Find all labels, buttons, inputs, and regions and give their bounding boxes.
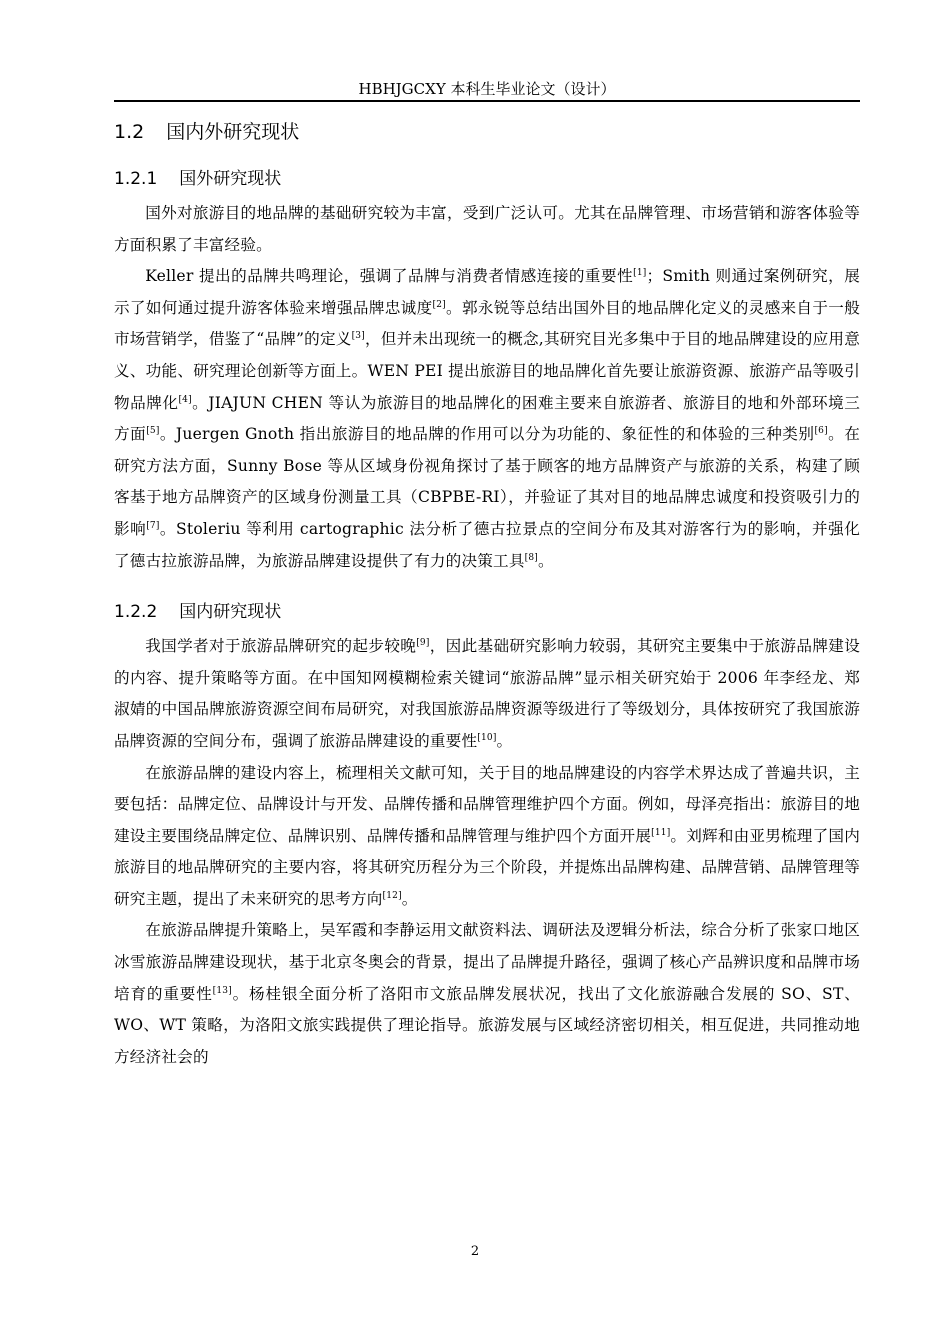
main-content	[114, 112, 860, 1073]
citation-ref: [9]	[416, 638, 430, 649]
body-paragraph	[114, 198, 860, 261]
body-paragraph	[114, 915, 860, 1073]
citation-ref: [12]	[382, 890, 402, 901]
paragraph-text: 国外对旅游目的地品牌的基础研究较为丰富，受到广泛认可。尤其在品牌管理、市场营销和游客体验等方面积累了丰富经验。	[114, 204, 860, 254]
subsection	[114, 599, 860, 1073]
paragraph-text: 。郭永锐等总结出国外目的地品牌化定义的灵感来自于一般市场营销学，借鉴了“品牌”的定义	[114, 298, 860, 349]
paragraph-text: Keller 提出的品牌共鸣理论，强调了品牌与消费者情感连接的重要性	[145, 267, 634, 286]
paragraph-text: 。JIAJUN CHEN 等认为旅游目的地品牌化的困难主要来自旅游者、旅游目的地和外部环境三方面	[114, 393, 860, 444]
paragraph-text: 。	[538, 551, 554, 570]
paragraph-text: 在旅游品牌的建设内容上，梳理相关文献可知，关于目的地品牌建设的内容学术界达成了普遍共识，主要包括：品牌定位、品牌设计与开发、品牌传播和品牌管理维护四个方面。例如，母泽亮指出：旅游目的地建设主要围绕品牌定位、品牌识别、品牌传播和品牌管理与维护四个方面开展	[114, 763, 860, 845]
citation-ref: [8]	[524, 552, 538, 563]
citation-ref: [11]	[651, 827, 671, 838]
paragraph-text: 我国学者对于旅游品牌研究的起步较晚	[145, 637, 417, 656]
subsection-heading	[114, 599, 860, 625]
subsection-heading	[114, 166, 860, 192]
citation-ref: [4]	[178, 394, 192, 405]
paragraph-text: 。杨桂银全面分析了洛阳市文旅品牌发展状况，找出了文化旅游融合发展的 SO、ST、WO、WT 策略，为洛阳文旅实践提供了理论指导。旅游发展与区域经济密切相关，相互促进，共同推动地方经济社会的	[114, 984, 860, 1066]
citation-ref: [10]	[477, 732, 497, 743]
body-paragraph	[114, 758, 860, 916]
paragraph-text: 。Juergen Gnoth 指出旅游目的地品牌的作用可以分为功能的、象征性的和体验的三种类别	[159, 425, 815, 444]
citation-ref: [2]	[432, 299, 446, 310]
page-number: 2	[470, 1244, 480, 1259]
citation-ref: [7]	[146, 520, 160, 531]
citation-ref: [6]	[814, 426, 828, 437]
subsection-number: 1.2.2	[114, 602, 158, 623]
citation-ref: [3]	[351, 331, 365, 342]
header-rule	[114, 100, 860, 102]
citation-ref: [5]	[146, 426, 160, 437]
paragraph-text: 。刘辉和由亚男梳理了国内旅游目的地品牌研究的主要内容，将其研究历程分为三个阶段，并提炼出品牌构建、品牌营销、品牌管理等研究主题，提出了未来研究的思考方向	[114, 826, 860, 908]
body-paragraph	[114, 261, 860, 577]
paragraph-text: 。	[401, 889, 418, 908]
paragraph-text: 。在研究方法方面，Sunny Bose 等从区域身份视角探讨了基于顾客的地方品牌资产与旅游的关系，构建了顾客基于地方品牌资产的区域身份测量工具（CBPBE-RI），并验证了其对目的地品牌忠诚度和投资吸引力的影响	[114, 425, 861, 538]
running-header: HBHJGCXY 本科生毕业论文（设计）	[358, 80, 616, 98]
section-heading	[114, 118, 860, 146]
paragraph-text: 。	[496, 731, 513, 750]
section-number: 1.2	[114, 121, 145, 143]
citation-ref: [1]	[633, 268, 647, 279]
subsection-body	[114, 198, 860, 577]
paragraph-text: 。Stoleriu 等利用 cartographic 法分析了德古拉景点的空间分布及其对游客行为的影响，并强化了德古拉旅游品牌，为旅游品牌建设提供了有力的决策工具	[114, 519, 860, 570]
subsection-title: 国内研究现状	[179, 602, 282, 623]
section-title: 国内外研究现状	[166, 121, 300, 143]
paragraph-text: ，因此基础研究影响力较弱，其研究主要集中于旅游品牌建设的内容、提升策略等方面。在中国知网模糊检索关键词“旅游品牌”显示相关研究始于 2006 年李经龙、郑淑婧的中国品牌旅游资源空间布局研究，对我国旅游品牌资源等级进行了等级划分，具体按研究了我国旅游品牌资源的空间分布，强调了旅游品牌建设的重要性	[114, 637, 860, 750]
subsection-title: 国外研究现状	[179, 169, 282, 189]
body-paragraph	[114, 631, 860, 757]
subsection-body	[114, 631, 860, 1073]
paragraph-text: 在旅游品牌提升策略上，吴军霞和李静运用文献资料法、调研法及逻辑分析法，综合分析了张家口地区冰雪旅游品牌建设现状，基于北京冬奥会的背景，提出了品牌提升路径，强调了核心产品辨识度和品牌市场培育的重要性	[114, 921, 860, 1003]
subsection	[114, 166, 860, 577]
paragraph-text: ；Smith 则通过案例研究，展示了如何通过提升游客体验来增强品牌忠诚度	[114, 267, 860, 317]
subsection-number: 1.2.1	[114, 169, 158, 189]
paragraph-text: ，但并未出现统一的概念,其研究目光多集中于目的地品牌建设的应用意义、功能、研究理论创新等方面上。WEN PEI 提出旅游目的地品牌化首先要让旅游资源、旅游产品等吸引物品牌化	[114, 330, 860, 412]
citation-ref: [13]	[212, 985, 232, 996]
